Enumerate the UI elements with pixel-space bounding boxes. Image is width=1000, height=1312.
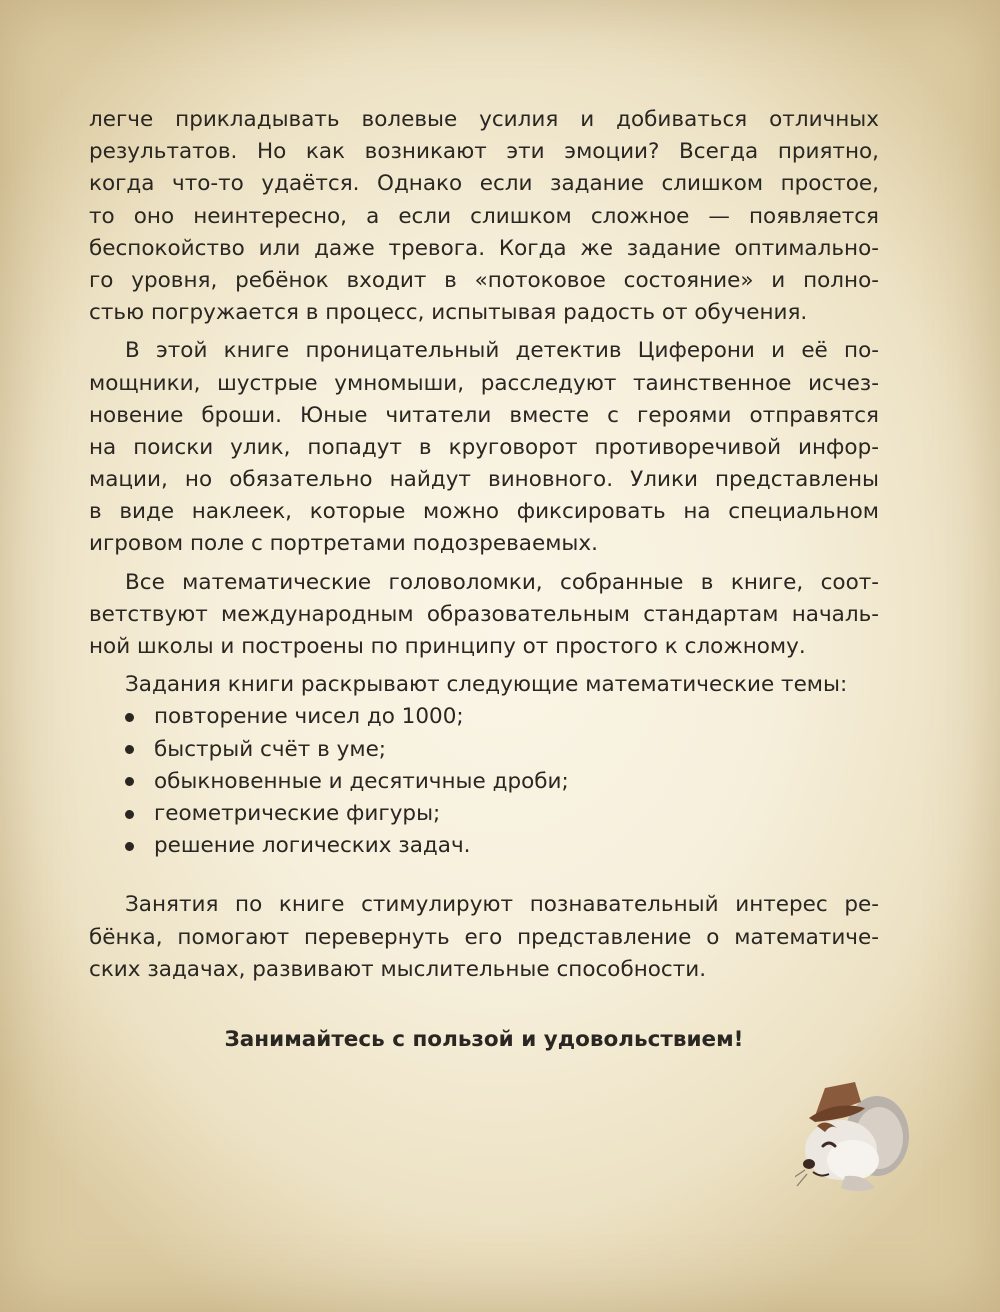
text-line: Задания книги раскрывают следующие математические темы:: [125, 672, 848, 698]
text-line: когда что-то удаётся. Однако если задание слишком простое,: [89, 171, 879, 197]
list-item-text: геометрические фигуры;: [154, 800, 441, 826]
text-line: В этой книге проницательный детектив Циферони и её по-: [125, 338, 879, 364]
mouse-body-icon: [841, 1176, 875, 1191]
text-line: ских задачах, развивают мыслительные способности.: [89, 956, 707, 982]
text-line: стью погружается в процесс, испытывая радость от обучения.: [89, 300, 808, 326]
closing-line: Занимайтесь с пользой и удовольствием!: [224, 1026, 744, 1052]
bullet-icon: [125, 777, 134, 786]
text-line: го уровня, ребёнок входит в «потоковое состояние» и полно-: [89, 267, 879, 293]
list-item: [125, 830, 879, 862]
text-line: ветствуют международным образовательным стандартам началь-: [89, 601, 879, 627]
text-line: игровом поле с портретами подозреваемых.: [89, 531, 598, 557]
text-line: Все математические головоломки, собранные в книге, соот-: [125, 569, 879, 595]
list-item: [125, 798, 879, 830]
spacer: [89, 862, 879, 889]
list-item-text: обыкновенные и десятичные дроби;: [154, 768, 569, 794]
bullet-icon: [125, 713, 134, 722]
paragraph-topics-intro: [89, 669, 879, 701]
list-item-text: решение логических задач.: [154, 833, 471, 859]
text-line: новение броши. Юные читатели вместе с героями отправятся: [89, 402, 879, 428]
text-line: мощники, шустрые умномыши, расследуют таинственное исчез-: [89, 370, 879, 396]
list-item: [125, 766, 879, 798]
text-line: бёнка, помогают перевернуть его представление о математиче-: [89, 924, 879, 950]
page-text: [89, 104, 879, 1056]
paragraph-flow: [89, 104, 879, 329]
text-line: Занятия по книге стимулируют познавательный интерес ре-: [125, 892, 879, 918]
text-line: на поиски улик, попадут в круговорот противоречивой инфор-: [89, 434, 879, 460]
bullet-icon: [125, 810, 134, 819]
topics-list: [89, 701, 879, 862]
text-line: то оно неинтересно, а если слишком сложное — появляется: [89, 203, 879, 229]
mouse-detective-icon: [795, 1078, 915, 1208]
text-line: легче прикладывать волевые усилия и добиваться отличных: [89, 107, 879, 132]
list-item-text: быстрый счёт в уме;: [154, 736, 387, 762]
list-item: [125, 734, 879, 766]
list-item: [125, 701, 879, 733]
paragraph-summary: [89, 889, 879, 986]
text-line: результатов. Но как возникают эти эмоции? Всегда приятно,: [89, 139, 879, 165]
list-item-text: повторение чисел до 1000;: [154, 704, 464, 730]
text-line: беспокойство или даже тревога. Когда же задание оптимально-: [89, 235, 879, 261]
bullet-icon: [125, 842, 134, 851]
paragraph-book-story: [89, 335, 879, 560]
bullet-icon: [125, 745, 134, 754]
text-line: в виде наклеек, которые можно фиксировать на специальном: [89, 499, 879, 525]
whiskers-icon: [795, 1170, 807, 1186]
text-line: ной школы и построены по принципу от простого к сложному.: [89, 634, 806, 659]
text-line: мации, но обязательно найдут виновного. Улики представлены: [89, 467, 879, 493]
paragraph-standards: [89, 567, 879, 664]
nose-icon: [803, 1159, 815, 1169]
